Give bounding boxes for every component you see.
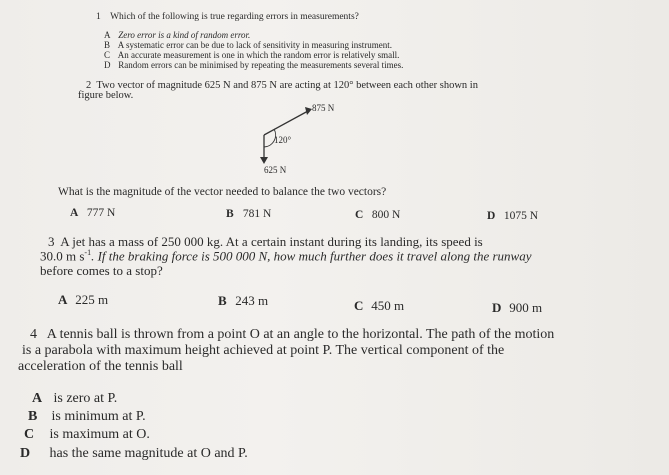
q4-option-d-letter: D (20, 446, 31, 461)
label-875: 875 N (312, 103, 335, 113)
q3-speed-exponent: -1 (84, 248, 92, 257)
q3-option-d-letter: D (492, 300, 502, 315)
q2-option-d-letter: D (487, 210, 496, 222)
q2-option-a-letter: A (70, 207, 79, 219)
q1-number: 1 (96, 12, 101, 22)
q1-option-b-letter: B (104, 40, 111, 50)
q2-option-d-text: 1075 N (503, 210, 539, 222)
q1-text: Which of the following is true regarding errors in measurements? (110, 12, 359, 22)
q1-option-d-text: Random errors can be minimised by repeating the measurements several times. (118, 60, 404, 70)
q2-option-c (355, 209, 400, 221)
q4-option-c-letter: C (24, 427, 35, 442)
q1-option-d-letter: D (104, 60, 111, 70)
q1-option-a-text: Zero error is a kind of random error. (118, 30, 251, 40)
q4-option-c-text: is maximum at O. (49, 427, 150, 442)
q4-option-d (20, 446, 248, 462)
q3-line2 (40, 248, 532, 264)
q1-option-b (104, 40, 392, 50)
q2-text-line1: Two vector of magnitude 625 N and 875 N are acting at 120° between each other shown in (96, 80, 478, 91)
q3-option-b-text: 243 m (235, 293, 269, 308)
q1-option-b-text: A systematic error can be due to lack of sensitivity in measuring instrument. (117, 40, 392, 50)
q2-option-b-text: 781 N (242, 208, 272, 220)
q3-option-c-letter: C (354, 298, 364, 313)
q4-line1-text: A tennis ball is thrown from a point O at an angle to the horizontal. The path of the motion (46, 327, 555, 342)
q4-option-a-text: is zero at P. (53, 391, 118, 406)
q2-vector-figure (250, 97, 360, 175)
q3-option-d-text: 900 m (509, 300, 543, 315)
q3-option-c (354, 298, 404, 314)
label-625: 625 N (264, 165, 287, 175)
q4-option-b-letter: B (28, 409, 38, 424)
q1-option-c (104, 50, 399, 60)
q1-option-c-text: An accurate measurement is one in which the random error is relatively small. (117, 50, 400, 60)
q2-text-line2: figure below. (78, 90, 134, 101)
q3-number: 3 (48, 234, 55, 249)
vector-875-line (264, 111, 308, 135)
q2-option-b-letter: B (226, 208, 234, 220)
q2-stem (86, 80, 478, 91)
q1-option-a-letter: A (104, 30, 111, 40)
q3-option-c-text: 450 m (371, 298, 405, 313)
q3-option-b (218, 293, 268, 309)
q3-line2-text: . If the braking force is 500 000 N, how much further does it travel along the runway (91, 248, 532, 264)
q1-option-c-letter: C (104, 50, 111, 60)
q2-question: What is the magnitude of the vector needed to balance the two vectors? (58, 186, 387, 198)
q3-line3: before comes to a stop? (40, 263, 163, 278)
q4-line1 (30, 327, 554, 343)
q1-option-a (104, 30, 250, 40)
q4-option-b (28, 409, 146, 425)
q1-stem (96, 12, 359, 22)
q3-option-a-letter: A (58, 292, 68, 307)
q1-option-d (104, 60, 403, 70)
vector-625-arrowhead (260, 157, 268, 164)
q4-option-c (24, 427, 150, 443)
q3-option-d (492, 300, 542, 316)
q3-speed: 30.0 m s (40, 248, 85, 264)
q3-option-b-letter: B (218, 293, 227, 308)
q4-option-a-letter: A (32, 391, 43, 406)
q2-option-d (487, 210, 538, 222)
q4-line3: acceleration of the tennis ball (18, 359, 183, 374)
q3-option-a (58, 292, 108, 308)
q4-option-b-text: is minimum at P. (51, 409, 146, 424)
q2-option-c-text: 800 N (371, 209, 401, 221)
q4-option-a (32, 391, 117, 407)
label-120: 120° (274, 135, 292, 145)
q4-line2: is a parabola with maximum height achieved at point P. The vertical component of the (22, 343, 505, 358)
q3-option-a-text: 225 m (75, 292, 109, 307)
q2-option-c-letter: C (355, 209, 364, 221)
q3-line1-text: A jet has a mass of 250 000 kg. At a certain instant during its landing, its speed is (60, 234, 483, 249)
q2-option-a-text: 777 N (86, 207, 116, 219)
q2-option-a (70, 207, 115, 219)
q2-number: 2 (86, 80, 92, 91)
q2-option-b (226, 208, 271, 220)
q4-number: 4 (30, 327, 37, 342)
vector-875-arrowhead (305, 107, 312, 115)
q4-option-d-text: has the same magnitude at O and P. (49, 446, 248, 461)
